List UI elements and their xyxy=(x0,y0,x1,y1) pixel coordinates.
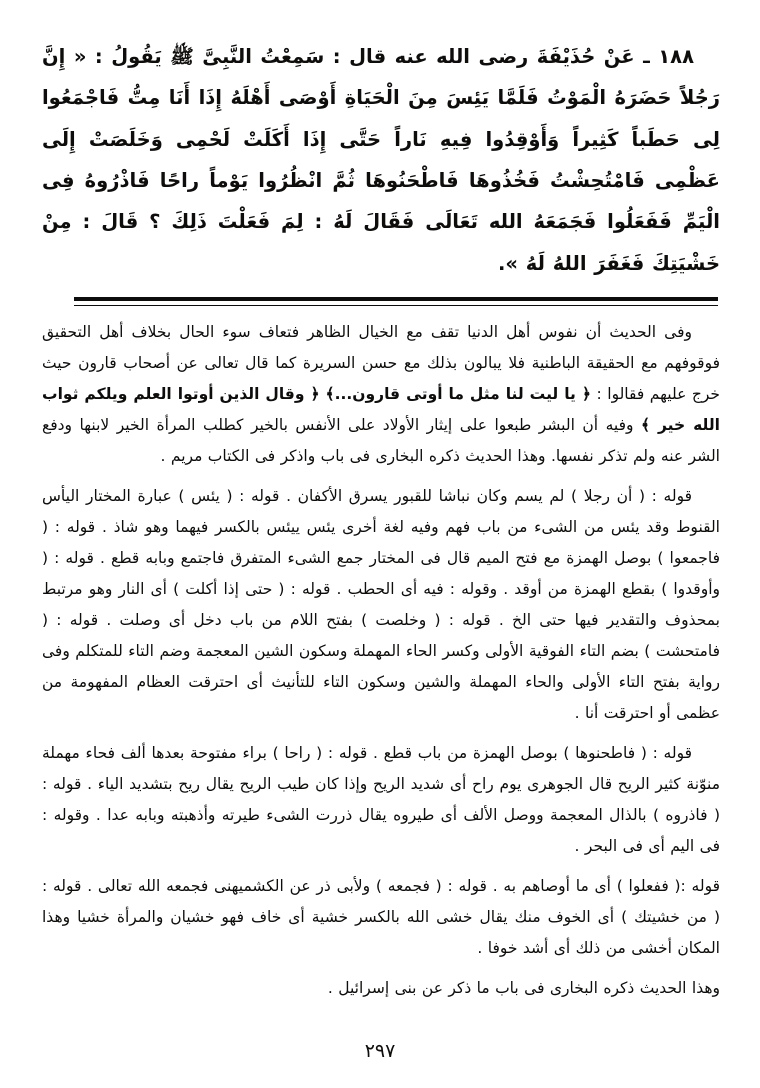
commentary-run: وهذا الحديث ذكره البخارى فى باب ما ذكر عن بنى إسرائيل . xyxy=(327,978,720,997)
page-number: ٢٩٧ xyxy=(364,1040,396,1062)
commentary xyxy=(42,317,720,1004)
hadith-number: ١٨٨ xyxy=(658,45,694,68)
commentary-paragraph xyxy=(42,871,720,964)
commentary-run: قوله : ( أن رجلا ) لم يسم وكان نباشا للقبور يسرق الأكفان . قوله : ( يئس ) عبارة المختار اليأس القنوط وقد يئس من الشىء من باب فهم وفيه لغة أخرى يئس ييئس بالكسر فيهما وهو شاذ . قوله : ( فاجمعوا ) بوصل الهمزة مع فتح الميم قال فى المختار جمع الشىء المتفرق فاجتمع وبابه قطع . قوله : ( وأوقدوا ) بقطع الهمزة من أوقد . وقوله : فيه أى الحطب . قوله : ( حتى إذا أكلت ) أى النار وهو مرتبط بمحذوف والتقدير فيها حتى الخ . قوله : ( وخلصت ) بفتح اللام من باب دخل أى وصلت . قوله : ( فامتحشت ) بضم التاء الفوقية الأولى وكسر الحاء المهملة وسكون الشين المعجمة وضم التاء للمتكلم وفى رواية بفتح التاء الأولى والحاء المهملة والشين وسكون التاء للتأنيث أى احترقت العظام المفهومة من عظمى أو احترقت أنا . xyxy=(42,486,720,722)
hadith-block xyxy=(42,36,720,284)
commentary-run: وفيه أن البشر طبعوا على إيثار الأولاد على الأنفس بالخير كطلب المرأة الخير لابنها ودفع الشر عنه ولم تذكر نفسها. وهذا الحديث ذكره البخارى فى باب واذكر فى الكتاب مريم . xyxy=(42,415,720,465)
commentary-paragraph xyxy=(42,317,720,472)
section-divider-rule xyxy=(74,297,718,306)
hadith-number-separator: ـ xyxy=(634,45,659,68)
commentary-paragraph xyxy=(42,481,720,729)
commentary-run: قوله :( ففعلوا ) أى ما أوصاهم به . قوله : ( فجمعه ) ولأبى ذر عن الكشميهنى فجمعه الله تعالى . قوله : ( من خشيتك ) أى الخوف منك يقال خشى الله بالكسر خشية أى خاف فهو خشيان والمرأة خشيا وهذا المكان أخشى من ذلك أى أشد خوفا . xyxy=(42,876,720,957)
hadith-text: عَنْ حُذَيْفَةَ رضى الله عنه قال : سَمِعْتُ النَّبِىَّ ﷺ يَقُولُ : « إِنَّ رَجُلاً حَضَرَهُ الْمَوْتُ فَلَمَّا يَئِسَ مِنَ الْحَيَاةِ أَوْصَى أَهْلَهُ إِذَا أَنَا مِتُّ فَاجْمَعُوا لِى حَطَباً كَثِيراً وَأَوْقِدُوا فِيهِ نَاراً حَتَّى إِذَا أَكَلَتْ لَحْمِى وَخَلَصَتْ إِلَى عَظْمِى فَامْتُحِشْتُ فَخُذُوهَا فَاطْحَنُوهَا ثُمَّ انْظُرُوا يَوْماً راحًا فَاذْرُوهُ فِى الْيَمِّ فَفَعَلُوا فَجَمَعَهُ الله تَعَالَى فَقَالَ لَهُ : لِمَ فَعَلْتَ ذَلِكَ ؟ قَالَ : مِنْ خَشْيَتِكَ فَغَفَرَ اللهُ لَهُ ». xyxy=(42,45,720,275)
commentary-run: وفى الحديث أن نفوس أهل الدنيا تقف مع الخيال الظاهر فتعاف سوء الحال بخلاف أهل التحقيق فوقوفهم مع الحقيقة الباطنية فلا يبالون بذلك مع حسن السريرة كما قال تعالى عن أصحاب قارون حيث خرج عليهم فقالوا : xyxy=(42,322,720,403)
commentary-paragraph xyxy=(42,738,720,862)
commentary-run: قوله : ( فاطحنوها ) بوصل الهمزة من باب قطع . قوله : ( راحا ) براء مفتوحة بعدها ألف فحاء مهملة منوّنة كثير الريح قال الجوهرى يوم راح أى شديد الريح وإذا كان طيب الريح يقال ريح بتشديد الياء . قوله : ( فاذروه ) بالذال المعجمة ووصل الألف أى طيروه يقال ذررت الشىء طيرته وأذهبته وبابه عدا . وقوله : فى اليم أى فى البحر . xyxy=(42,743,720,855)
quran-quote: ﴿ يا ليت لنا مثل ما أوتى قارون...﴾ ﴿ وقال الذين أوتوا العلم ويلكم ثواب الله خير ﴾ xyxy=(42,384,720,434)
commentary-paragraph xyxy=(42,973,720,1004)
